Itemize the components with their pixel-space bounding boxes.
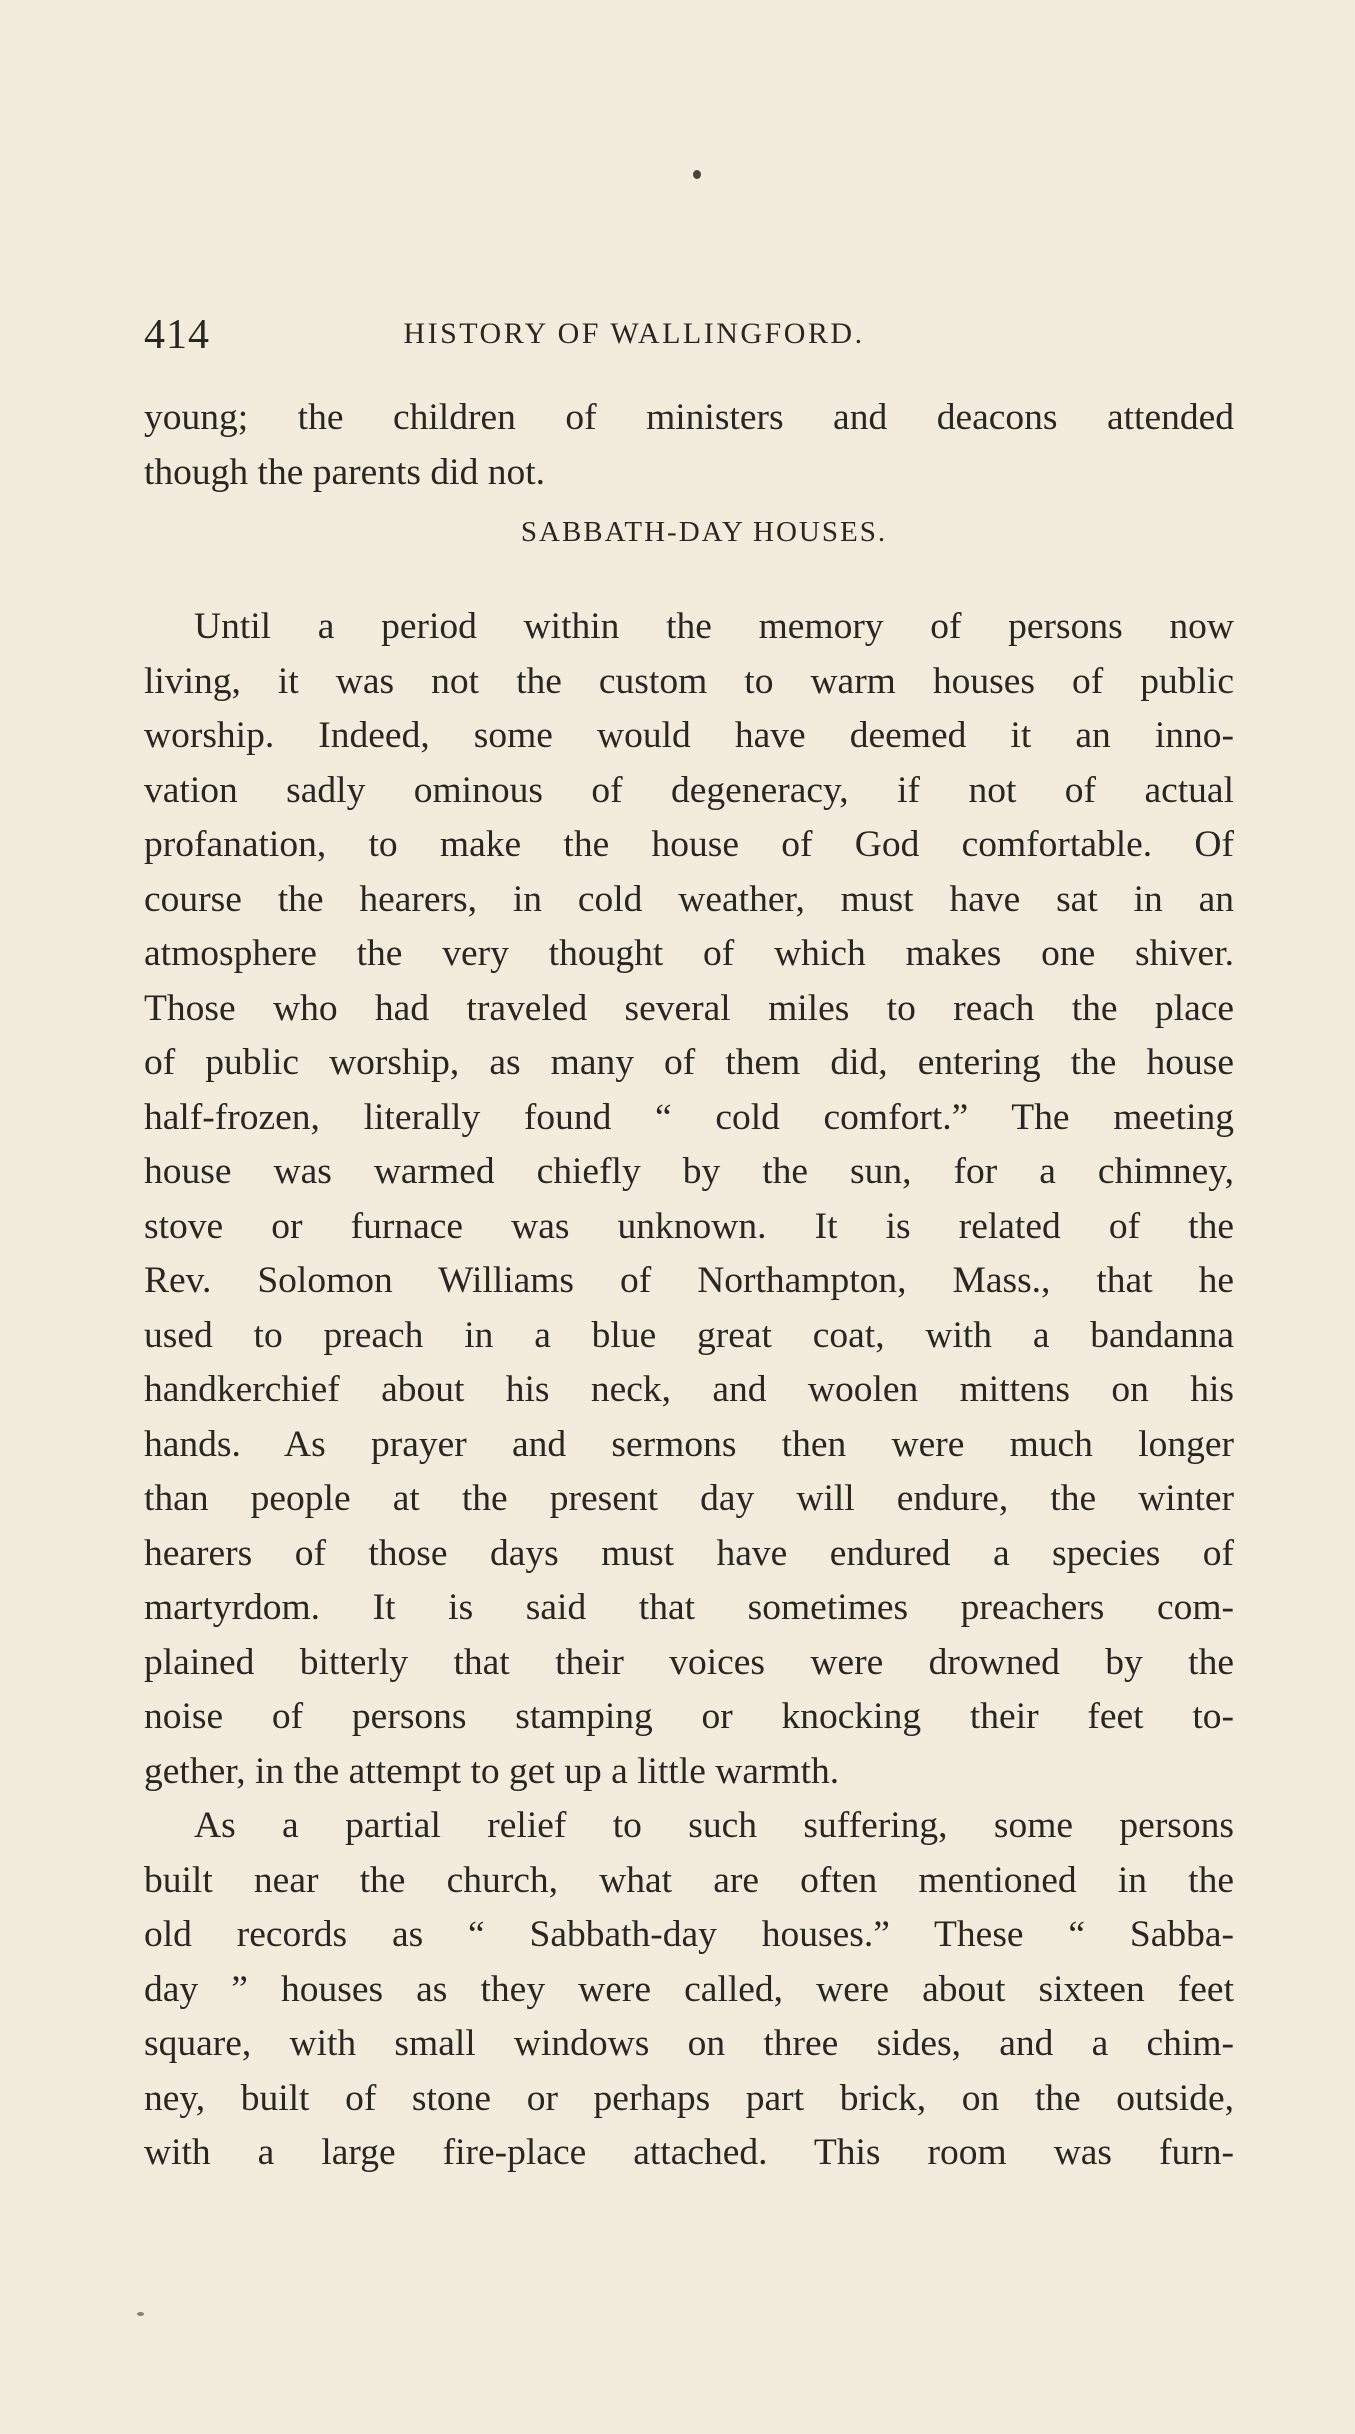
ink-speck-top — [693, 170, 701, 179]
paragraph — [144, 600, 1234, 1799]
text-line: course the hearers, in cold weather, must have sat in an — [144, 878, 1234, 920]
text-line: living, it was not the custom to warm houses of public — [144, 660, 1234, 702]
text-line: stove or furnace was unknown. It is related of the — [144, 1205, 1234, 1247]
text-line: worship. Indeed, some would have deemed it an inno- — [144, 715, 1234, 756]
text-line: hands. As prayer and sermons then were much longer — [144, 1423, 1234, 1465]
text-line: built near the church, what are often mentioned in the — [144, 1859, 1234, 1901]
text-line: Those who had traveled several miles to reach the place — [144, 987, 1234, 1029]
page-number: 414 — [144, 312, 210, 358]
text-line: hearers of those days must have endured a species of — [144, 1532, 1234, 1574]
text-line: old records as “ Sabbath-day houses.” These “ Sabba- — [144, 1914, 1234, 1955]
text-line: young; the children of ministers and deacons attended — [144, 397, 1234, 438]
text-line: of public worship, as many of them did, entering the house — [144, 1042, 1234, 1083]
text-line: half-frozen, literally found “ cold comfort.” The meeting — [144, 1096, 1234, 1138]
text-line: house was warmed chiefly by the sun, for a chimney, — [144, 1151, 1234, 1192]
text-line: As a partial relief to such suffering, some persons — [194, 1805, 1234, 1846]
ink-speck-bottom — [137, 2312, 144, 2316]
paragraph — [144, 1799, 1234, 2181]
section-heading: SABBATH-DAY HOUSES. — [520, 516, 888, 548]
text-line: day ” houses as they were called, were about sixteen feet — [144, 1968, 1234, 2010]
text-line: square, with small windows on three sides, and a chim- — [144, 2023, 1234, 2064]
text-line: martyrdom. It is said that sometimes preachers com- — [144, 1587, 1234, 1628]
text-line: plained bitterly that their voices were drowned by the — [144, 1641, 1234, 1683]
text-line: handkerchief about his neck, and woolen mittens on his — [144, 1369, 1234, 1410]
text-line: used to preach in a blue great coat, with a bandanna — [144, 1314, 1234, 1356]
text-line: noise of persons stamping or knocking their feet to- — [144, 1696, 1234, 1737]
text-line: with a large fire-place attached. This room was furn- — [144, 2132, 1234, 2173]
text-line: ney, built of stone or perhaps part brick, on the outside, — [144, 2077, 1234, 2119]
text-line: Rev. Solomon Williams of Northampton, Mass., that he — [144, 1260, 1234, 1301]
text-line: Until a period within the memory of persons now — [194, 606, 1234, 647]
text-line: vation sadly ominous of degeneracy, if not of actual — [144, 769, 1234, 811]
text-line: atmosphere the very thought of which makes one shiver. — [144, 933, 1234, 974]
page-header — [144, 305, 1234, 365]
body-text — [144, 391, 1234, 2181]
text-line: profanation, to make the house of God comfortable. Of — [144, 824, 1234, 865]
text-line: than people at the present day will endure, the winter — [144, 1478, 1234, 1519]
text-line: though the parents did not. — [144, 451, 545, 493]
text-line: gether, in the attempt to get up a little warmth. — [144, 1750, 840, 1792]
running-title: HISTORY OF WALLINGFORD. — [403, 317, 865, 350]
